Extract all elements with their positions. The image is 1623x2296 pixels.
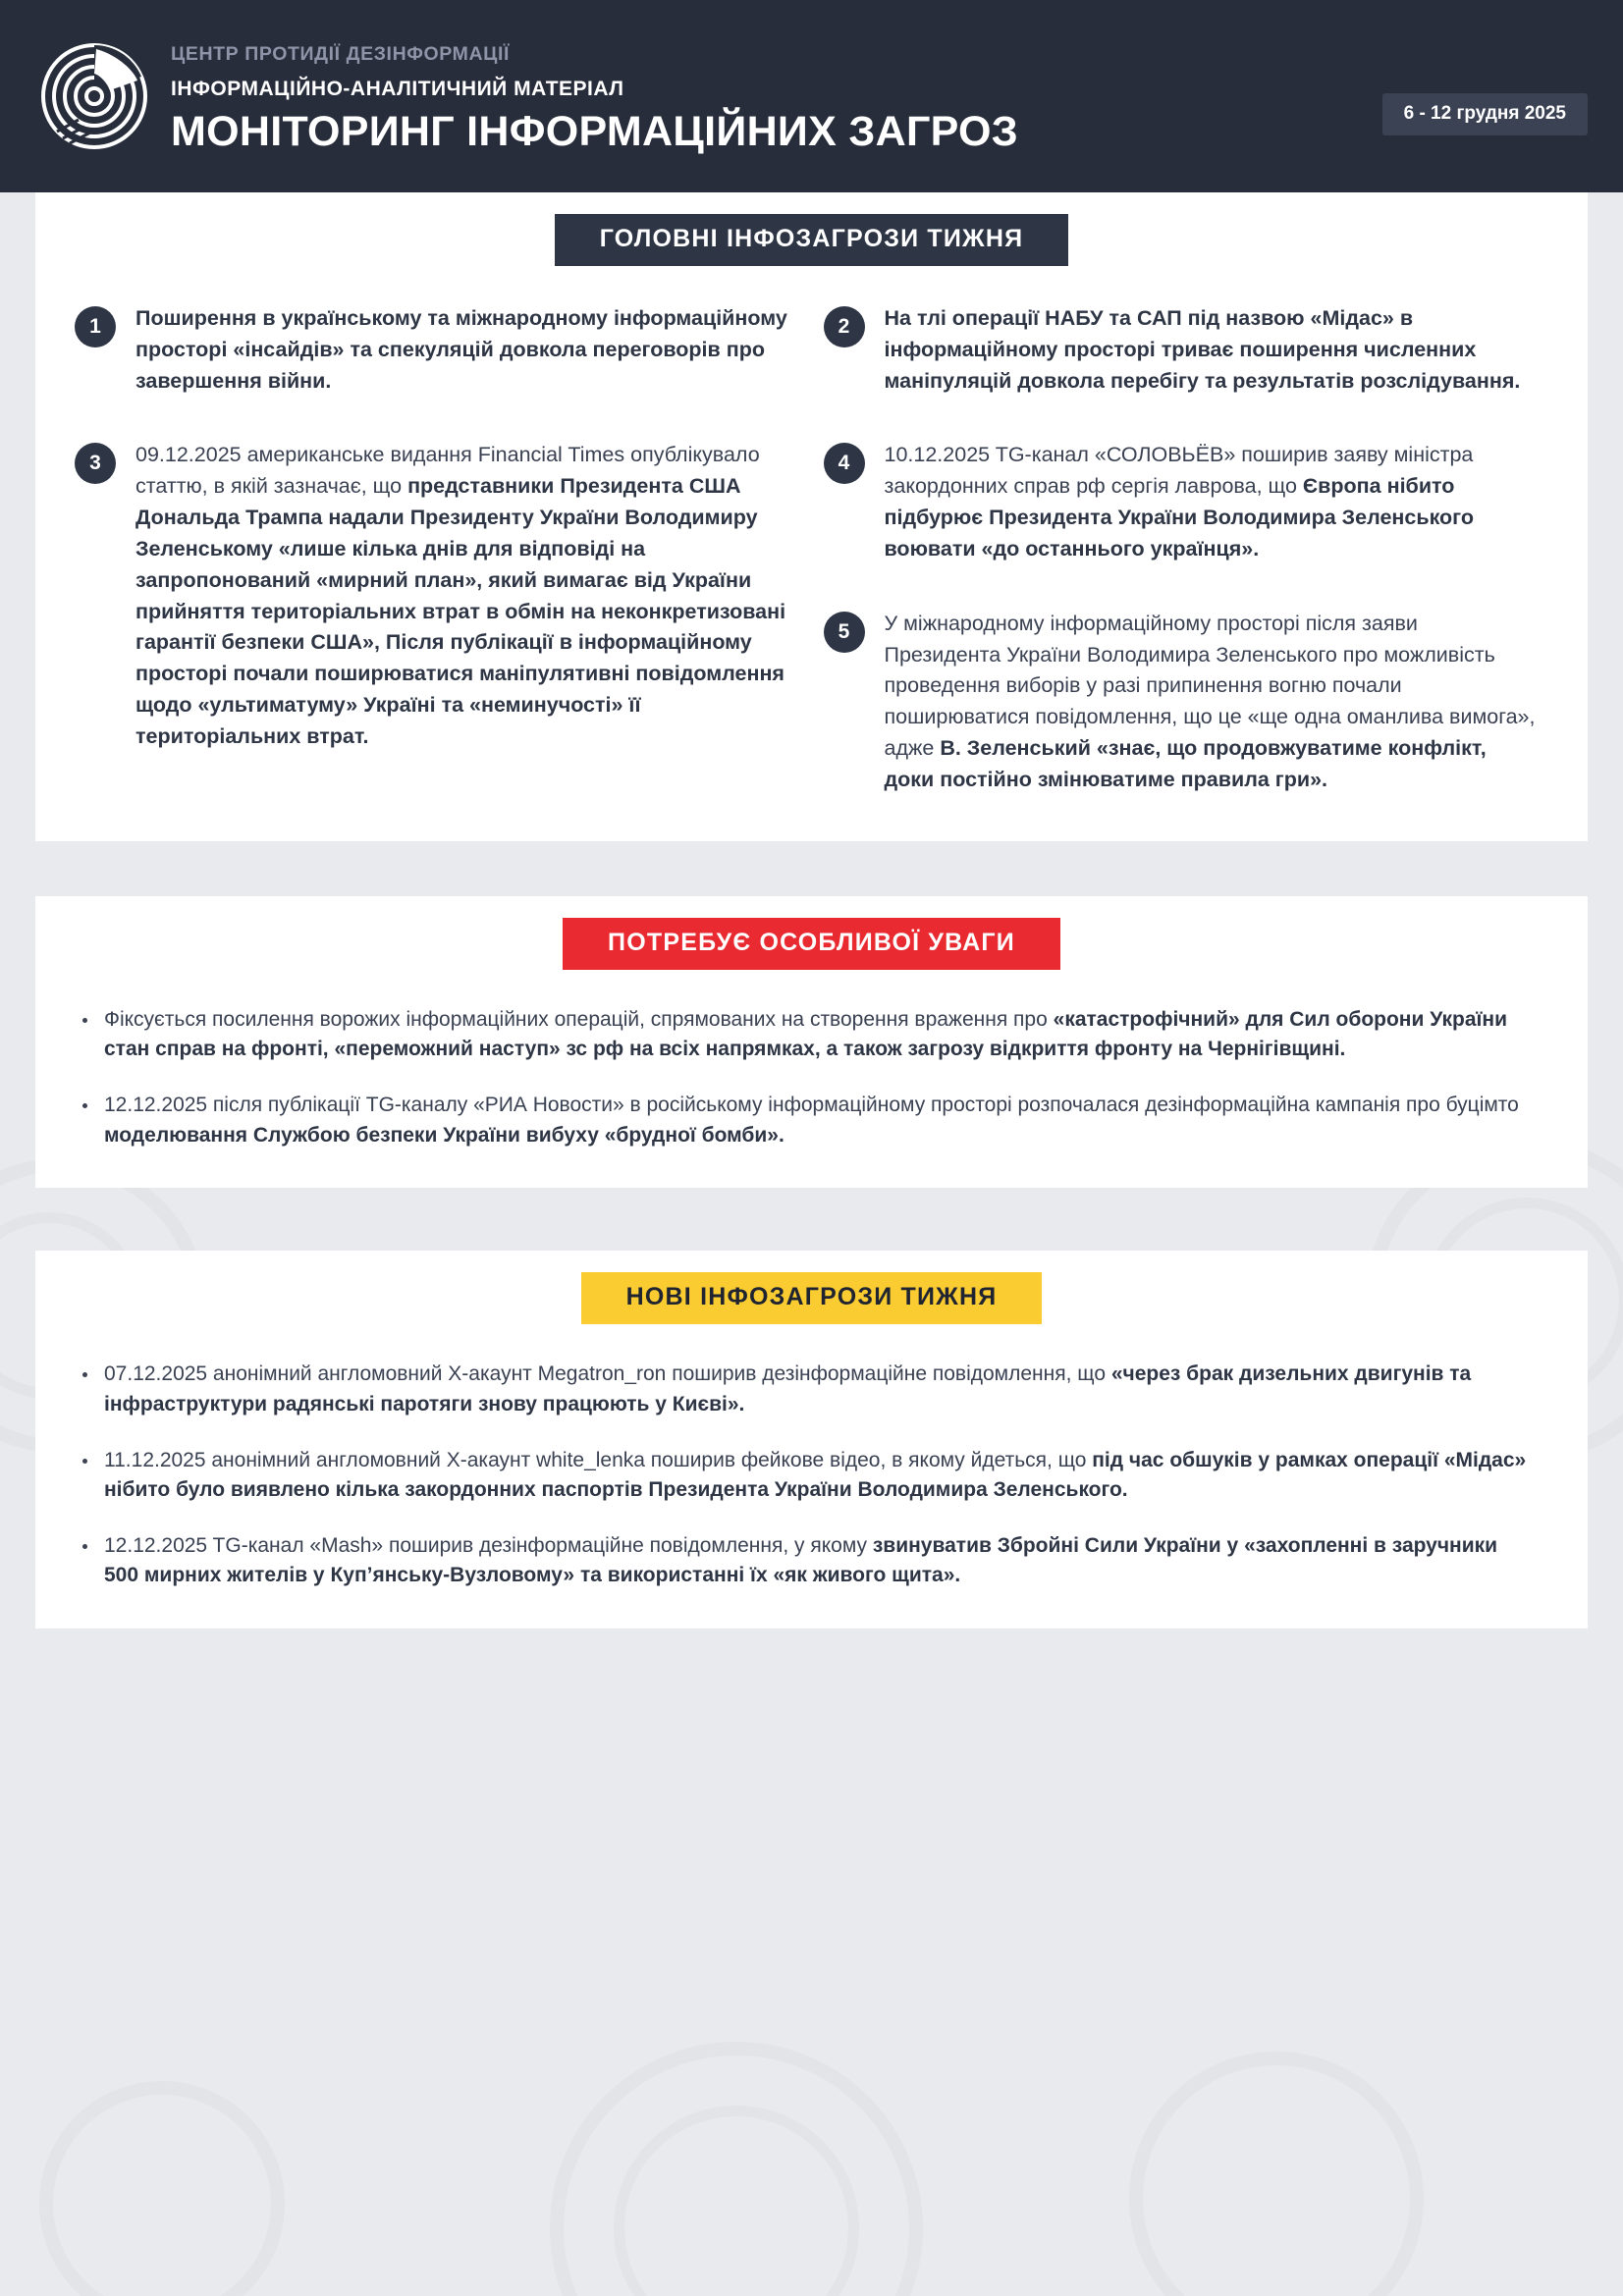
- threat-text: [885, 440, 1538, 564]
- emphasised-text: звинуватив Збройні Сили України у «захопленні в заручники 500 мирних жителів у Куп’янську-Вузловому» та використанні їх «як живого щита».: [104, 1533, 1498, 1587]
- attention-bullet-list: [35, 970, 1588, 1151]
- watermark-circle: [39, 2081, 285, 2296]
- new-threats-banner: НОВІ ІНФОЗАГРОЗИ ТИЖНЯ: [581, 1272, 1043, 1324]
- emphasised-text: «катастрофічний» для Сил оборони України стан справ на фронті, «переможний наступ» зс рф на всіх напрямках, а також загрозу відкриття фронту на Чернігівщині.: [104, 1007, 1508, 1061]
- plain-text: Фіксується посилення ворожих інформаційних операцій, спрямованих на створення враження про: [104, 1007, 1054, 1031]
- plain-text: У міжнародному інформаційному просторі після заяви Президента України Володимира Зеленського про можливість проведення виборів у разі припинення вогню почали поширюватися повідомлення, що це «ще одна оманлива вимога», адже: [884, 611, 1536, 760]
- list-item: [79, 1446, 1533, 1506]
- document-header: [0, 0, 1623, 192]
- emphasised-text: під час обшуків у рамках операції «Мідас» нібито було виявлено кілька закордонних паспортів Президента України Володимира Зеленського.: [104, 1448, 1527, 1502]
- emphasised-text: Пошире: [135, 306, 219, 330]
- fingerprint-logo-icon: [39, 41, 149, 151]
- section-gap: [0, 1188, 1623, 1251]
- organisation-name: ЦЕНТР ПРОТИДІЇ ДЕЗІНФОРМАЦІЇ: [171, 43, 510, 65]
- main-threats-banner: ГОЛОВНІ ІНФОЗАГРОЗИ ТИЖНЯ: [555, 214, 1069, 266]
- emphasised-text: Європа нібито підбурює Президента України Володимира Зеленського воювати «до останнього українця».: [884, 474, 1474, 561]
- threat-number-badge: 2: [824, 306, 865, 347]
- threat-text: [885, 303, 1538, 397]
- plain-text: 11.12.2025 анонімний англомовний X-акаунт white_lenka поширив фейкове відео, в якому йдеться, що: [104, 1448, 1093, 1471]
- plain-text: 07.12.2025 анонімний англомовний X-акаунт Megatron_ron поширив дезінформаційне повідомлення, що: [104, 1362, 1111, 1386]
- threat-number-badge: 1: [75, 306, 116, 347]
- emphasised-text: В. Зеленський «знає, що продовжуватиме конфлікт, доки постійно змінюватиме правила гри».: [884, 735, 1487, 791]
- threat-number-badge: 4: [824, 443, 865, 484]
- threat-number-badge: 3: [75, 443, 116, 484]
- threat-item: [824, 609, 1538, 796]
- list-item: [79, 1531, 1533, 1591]
- list-item: [79, 1360, 1533, 1419]
- main-threats-grid: [35, 266, 1588, 796]
- section-gap: [0, 841, 1623, 896]
- main-threats-card: [35, 192, 1588, 841]
- list-item: [79, 1005, 1533, 1065]
- new-threats-bullet-list: [35, 1324, 1588, 1591]
- attention-card: [35, 896, 1588, 1189]
- emphasised-text: «через брак дизельних двигунів та інфраструктури радянські паротяги знову працюють у Києві».: [104, 1362, 1472, 1415]
- document-kind: ІНФОРМАЦІЙНО-АНАЛІТИЧНИЙ МАТЕРІАЛ: [171, 78, 624, 101]
- list-item: [79, 1091, 1533, 1150]
- plain-text: 09.12.2025 американське видання Financial Times опублікувало статтю, в якій зазначає, що: [135, 443, 760, 499]
- plain-text: 10.12.2025 TG-канал «СОЛОВЬЁВ» поширив заяву міністра закордонних справ рф сергія лаврова, що: [884, 443, 1474, 499]
- emphasised-text: моделювання Службою безпеки України вибуху «брудної бомби».: [104, 1123, 784, 1147]
- threat-item: [824, 440, 1538, 564]
- threat-item: [75, 440, 788, 752]
- threat-number-badge: 5: [824, 612, 865, 653]
- threat-text: [135, 440, 788, 752]
- emphasised-text: ння в українському та міжнародному інформаційному просторі «інсайдів» та спекуляцій довкола переговорів про завершення війни.: [135, 306, 787, 393]
- attention-banner: ПОТРЕБУЄ ОСОБЛИВОЇ УВАГИ: [563, 918, 1060, 970]
- date-range-badge: 6 - 12 грудня 2025: [1382, 93, 1588, 135]
- header-text-group: [171, 38, 1382, 154]
- new-threats-banner-row: [35, 1272, 1588, 1324]
- threat-text: [885, 609, 1538, 796]
- threat-item: [824, 303, 1538, 397]
- plain-text: 12.12.2025 після публікації TG-каналу «РИА Новости» в російському інформаційному просторі розпочалася дезінформаційна кампанія про буцімто: [104, 1093, 1519, 1116]
- main-threats-banner-row: [35, 214, 1588, 266]
- attention-banner-row: [35, 918, 1588, 970]
- page-title: МОНІТОРИНГ ІНФОРМАЦІЙНИХ ЗАГРОЗ: [171, 107, 1019, 155]
- plain-text: 12.12.2025 TG-канал «Mash» поширив дезінформаційне повідомлення, у якому: [104, 1533, 873, 1557]
- main-threats-left-column: [75, 303, 788, 753]
- threat-text: [135, 303, 788, 397]
- document-body: [0, 192, 1623, 1629]
- threat-item: [75, 303, 788, 397]
- emphasised-text: представники Президента США Дональда Трампа надали Президенту України Володимиру Зеленському «лише кілька днів для відповіді на запропонований «мирний план», який вимагає від України прийняття територіальних втрат в обмін на неконкретизовані гарантії безпеки США», Після публікації в інформаційному просторі почали поширюватися маніпулятивні повідомлення щодо «ультиматуму» Україні та «неминучості» її територіальних втрат.: [135, 474, 786, 748]
- new-threats-card: [35, 1251, 1588, 1629]
- main-threats-right-column: [824, 303, 1538, 796]
- emphasised-text: На тлі операції НАБУ та САП під назвою «Мідас» в інформаційному просторі триває поширення численних маніпуляцій довкола перебігу та результатів розслідування.: [884, 306, 1521, 393]
- watermark-circle: [1129, 2052, 1424, 2296]
